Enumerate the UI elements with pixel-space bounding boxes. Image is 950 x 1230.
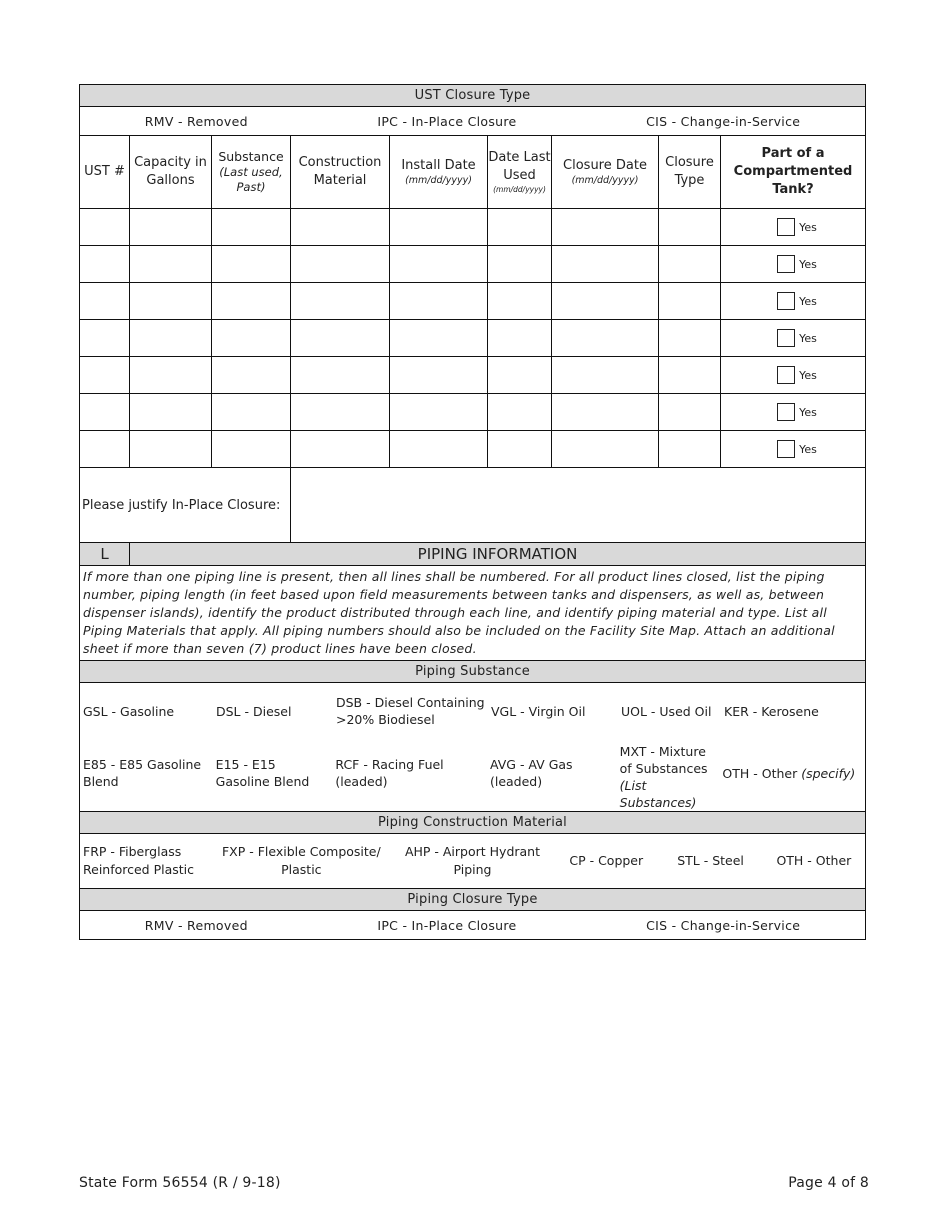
col-install-date [390,136,488,209]
col-install-date-label: Install Date [401,158,476,173]
col-construction: Construction Material [291,136,390,209]
capacity-cell[interactable] [130,283,212,320]
substance-e85: E85 - E85 Gasoline Blend [83,757,202,789]
substance-cell[interactable] [212,283,291,320]
closure-type-cell[interactable] [659,283,721,320]
substance-mxt [617,737,720,809]
date-last-used-cell[interactable] [488,431,552,468]
closure-type-cell[interactable] [659,246,721,283]
compartmented-cell [721,283,866,320]
install-date-cell[interactable] [390,431,488,468]
capacity-cell[interactable] [130,246,212,283]
col-ust-number: UST # [80,136,130,209]
section-letter: L [80,543,130,566]
col-capacity: Capacity in Gallons [130,136,212,209]
tank-row [80,246,866,283]
ust-closure-table [79,84,866,940]
compartmented-cell [721,394,866,431]
install-date-cell[interactable] [390,246,488,283]
piping-closure-cis: CIS - Change-in-Service [646,917,801,933]
form-page-4 [79,84,865,940]
closure-date-cell[interactable] [552,283,659,320]
construction-cell[interactable] [291,246,390,283]
substance-cell[interactable] [212,320,291,357]
material-ahp: AHP - Airport Hydrant Piping [404,844,540,877]
col-closure-date-format: (mm/dd/yyyy) [571,175,639,186]
compartmented-yes-label: Yes [799,331,817,345]
piping-substance-list [80,683,866,812]
capacity-cell[interactable] [130,209,212,246]
ust-number-cell[interactable] [80,394,130,431]
material-cp: CP - Copper [569,853,644,868]
date-last-used-cell[interactable] [488,357,552,394]
col-date-last-used-format: (mm/dd/yyyy) [493,185,546,194]
date-last-used-cell[interactable] [488,283,552,320]
piping-closure-rmv: RMV - Removed [144,917,248,933]
piping-substance-heading: Piping Substance [80,661,866,683]
install-date-cell[interactable] [390,209,488,246]
substance-e15: E15 - E15 Gasoline Blend [215,757,310,789]
closure-type-cell[interactable] [659,209,721,246]
material-fxp: FXP - Flexible Composite/ Plastic [221,844,381,877]
compartmented-yes-checkbox[interactable] [777,440,795,458]
justify-input[interactable] [291,468,866,543]
substance-dsb: DSB - Diesel Containing >20% Biodiesel [336,695,485,727]
capacity-cell[interactable] [130,431,212,468]
tank-row [80,431,866,468]
col-substance-note: (Last used, Past) [219,165,283,194]
install-date-cell[interactable] [390,283,488,320]
compartmented-yes-label: Yes [799,257,817,271]
piping-instructions-text: If more than one piping line is present, then all lines shall be numbered. For all product lines closed, list the piping number, piping length (in feet based upon field measurements between tanks and dispensers, as well as, between dispenser islands), identify the product distributed through each line, and identify piping material and type. List all Piping Materials that apply. All piping numbers should also be included on the Facility Site Map. Attach an additional sheet if more than seven (7) product lines have been closed. [83,569,835,656]
compartmented-cell [721,209,866,246]
piping-instructions [80,566,866,661]
piping-closure-options [80,911,866,940]
piping-closure-heading: Piping Closure Type [80,889,866,911]
compartmented-yes-label: Yes [799,442,817,456]
install-date-cell[interactable] [390,357,488,394]
piping-material-list [80,834,866,889]
compartmented-cell [721,246,866,283]
closure-option-ipc: IPC - In-Place Closure [377,113,517,129]
substance-mxt-label: MXT - Mixture of Substances [619,744,708,776]
col-closure-date-label: Closure Date [563,158,647,173]
capacity-cell[interactable] [130,320,212,357]
ust-number-cell[interactable] [80,320,130,357]
ust-number-cell[interactable] [80,283,130,320]
closure-type-cell[interactable] [659,394,721,431]
col-compartmented: Part of a Compartmented Tank? [721,136,866,209]
ust-closure-type-heading: UST Closure Type [80,85,866,107]
construction-cell[interactable] [291,283,390,320]
tank-row [80,283,866,320]
col-substance [212,136,291,209]
compartmented-yes-label: Yes [799,294,817,308]
tank-row [80,209,866,246]
substance-dsl: DSL - Diesel [216,703,292,719]
tank-row [80,320,866,357]
col-substance-label: Substance [218,149,284,164]
piping-construction-heading: Piping Construction Material [80,812,866,834]
compartmented-yes-label: Yes [799,368,817,382]
date-last-used-cell[interactable] [488,320,552,357]
closure-option-cis: CIS - Change-in-Service [646,113,801,129]
compartmented-yes-label: Yes [799,220,817,234]
compartmented-yes-checkbox[interactable] [777,366,795,384]
tank-row [80,394,866,431]
substance-gsl: GSL - Gasoline [83,703,175,719]
compartmented-cell [721,320,866,357]
material-stl: STL - Steel [677,853,744,868]
substance-cell[interactable] [212,394,291,431]
justify-label: Please justify In-Place Closure: [80,468,291,543]
compartmented-cell [721,431,866,468]
ust-closure-type-options [80,107,866,136]
substance-rcf: RCF - Racing Fuel (leaded) [335,757,444,789]
install-date-cell[interactable] [390,320,488,357]
substance-ker: KER - Kerosene [724,703,819,719]
substance-oth-note: (specify) [801,765,856,781]
closure-type-cell[interactable] [659,431,721,468]
closure-type-cell[interactable] [659,320,721,357]
piping-section-title: PIPING INFORMATION [130,543,866,566]
form-number: State Form 56554 (R / 9-18) [79,1175,281,1191]
material-oth: OTH - Other [776,853,852,868]
substance-cell[interactable] [212,246,291,283]
construction-cell[interactable] [291,320,390,357]
col-date-last-used [488,136,552,209]
install-date-cell[interactable] [390,394,488,431]
tank-row [80,357,866,394]
col-install-date-format: (mm/dd/yyyy) [405,175,472,186]
capacity-cell[interactable] [130,394,212,431]
construction-cell[interactable] [291,431,390,468]
ust-number-cell[interactable] [80,246,130,283]
date-last-used-cell[interactable] [488,246,552,283]
substance-vgl: VGL - Virgin Oil [491,703,586,719]
closure-date-cell[interactable] [552,209,659,246]
compartmented-yes-checkbox[interactable] [777,218,795,236]
substance-avg: AVG - AV Gas (leaded) [489,757,573,789]
col-date-last-used-label: Date Last Used [488,150,551,183]
closure-date-cell[interactable] [552,357,659,394]
closure-type-cell[interactable] [659,357,721,394]
construction-cell[interactable] [291,394,390,431]
compartmented-cell [721,357,866,394]
construction-cell[interactable] [291,209,390,246]
closure-date-cell[interactable] [552,394,659,431]
construction-cell[interactable] [291,357,390,394]
substance-oth-label: OTH - Other [722,765,798,781]
substance-cell[interactable] [212,209,291,246]
compartmented-yes-checkbox[interactable] [777,403,795,421]
closure-option-rmv: RMV - Removed [144,113,248,129]
substance-mxt-note: (List Substances) [619,778,697,810]
compartmented-yes-checkbox[interactable] [777,255,795,273]
compartmented-yes-checkbox[interactable] [777,329,795,347]
ust-number-cell[interactable] [80,209,130,246]
substance-cell[interactable] [212,431,291,468]
tank-rows [80,209,866,468]
closure-date-cell[interactable] [552,320,659,357]
substance-oth [719,737,865,809]
page-number: Page 4 of 8 [788,1175,869,1191]
col-closure-type: Closure Type [659,136,721,209]
closure-date-cell[interactable] [552,431,659,468]
date-last-used-cell[interactable] [488,394,552,431]
compartmented-yes-label: Yes [799,405,817,419]
substance-cell[interactable] [212,357,291,394]
closure-date-cell[interactable] [552,246,659,283]
substance-uol: UOL - Used Oil [621,703,712,719]
material-frp: FRP - Fiberglass Reinforced Plastic [83,844,195,877]
date-last-used-cell[interactable] [488,209,552,246]
compartmented-yes-checkbox[interactable] [777,292,795,310]
ust-number-cell[interactable] [80,357,130,394]
ust-number-cell[interactable] [80,431,130,468]
piping-closure-ipc: IPC - In-Place Closure [377,917,517,933]
capacity-cell[interactable] [130,357,212,394]
col-closure-date [552,136,659,209]
